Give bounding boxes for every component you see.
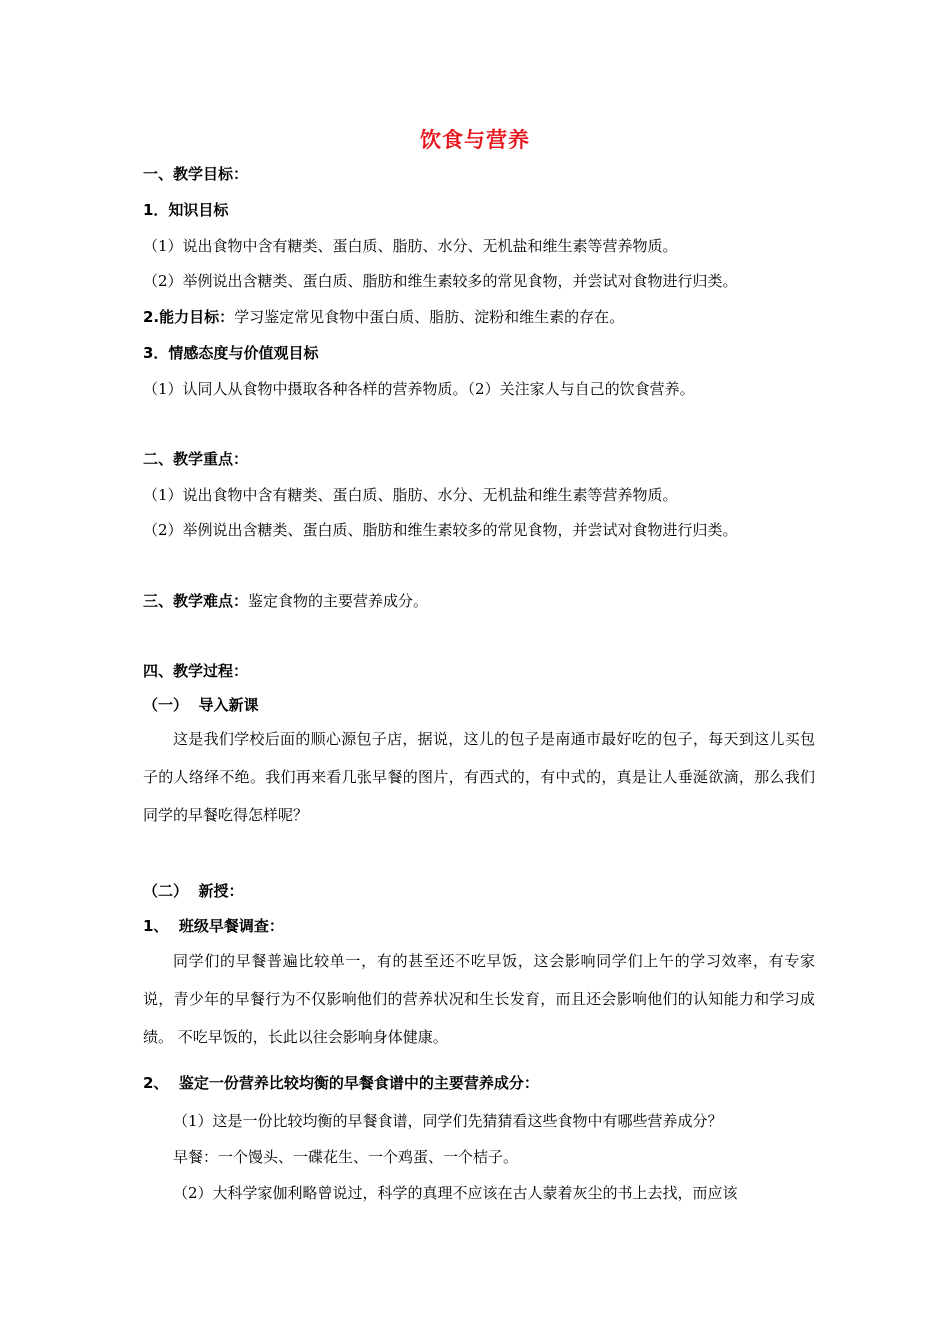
- section-4-2-2-menu: 早餐：一个馒头、一碟花生、一个鸡蛋、一个桔子。: [173, 1148, 519, 1166]
- section-4-2-2-question-2: （2）大科学家伽利略曾说过，科学的真理不应该在古人蒙着灰尘的书上去找，而应该: [173, 1184, 738, 1202]
- section-1-1-item-1: （1）说出食物中含有糖类、蛋白质、脂肪、水分、无机盐和维生素等营养物质。: [143, 237, 678, 255]
- section-1-2-text: 学习鉴定常见食物中蛋白质、脂肪、淀粉和维生素的存在。: [234, 308, 625, 326]
- section-2-heading: 二、教学重点：: [143, 450, 249, 468]
- section-1-2-line: [143, 306, 624, 328]
- section-1-3-items: （1）认同人从食物中摄取各种各样的营养物质。（2）关注家人与自己的饮食营养。: [143, 380, 695, 398]
- section-1-1-heading: 1．知识目标: [143, 201, 229, 219]
- section-1-2-label: 2.能力目标：: [143, 308, 235, 326]
- section-3-text: 鉴定食物的主要营养成分。: [248, 592, 429, 610]
- section-4-heading: 四、教学过程：: [143, 662, 249, 680]
- section-3-line: [143, 590, 428, 612]
- section-4-2-2-question-1: （1）这是一份比较均衡的早餐食谱，同学们先猜猜看这些食物中有哪些营养成分？: [173, 1112, 723, 1130]
- section-1-3-heading: 3．情感态度与价值观目标: [143, 344, 319, 362]
- section-4-2-2-heading: 2、 鉴定一份营养比较均衡的早餐食谱中的主要营养成分：: [143, 1074, 539, 1092]
- section-1-1-item-2: （2）举例说出含糖类、蛋白质、脂肪和维生素较多的常见食物，并尝试对食物进行归类。: [143, 272, 738, 290]
- section-4-2-1-paragraph: 同学们的早餐普遍比较单一，有的甚至还不吃早饭，这会影响同学们上午的学习效率，有专家说，青少年的早餐行为不仅影响他们的营养状况和生长发育，而且还会影响他们的认知能力和学习成绩。 不吃早饭的，长此以往会影响身体健康。: [143, 952, 815, 1046]
- section-1-heading: 一、教学目标：: [143, 165, 249, 183]
- section-3-label: 三、教学难点：: [143, 592, 249, 610]
- section-4-2-1-heading: 1、 班级早餐调查：: [143, 917, 284, 935]
- section-2-item-1: （1）说出食物中含有糖类、蛋白质、脂肪、水分、无机盐和维生素等营养物质。: [143, 486, 678, 504]
- section-2-item-2: （2）举例说出含糖类、蛋白质、脂肪和维生素较多的常见食物，并尝试对食物进行归类。: [143, 521, 738, 539]
- document-title: 饮食与营养: [420, 128, 530, 152]
- section-4-2-heading: （二） 新授：: [143, 882, 244, 900]
- section-4-1-paragraph: 这是我们学校后面的顺心源包子店，据说，这儿的包子是南通市最好吃的包子，每天到这儿买包子的人络绎不绝。我们再来看几张早餐的图片，有西式的，有中式的，真是让人垂涎欲滴，那么我们同学的早餐吃得怎样呢？: [143, 730, 815, 824]
- section-4-1-heading: （一） 导入新课: [143, 696, 259, 714]
